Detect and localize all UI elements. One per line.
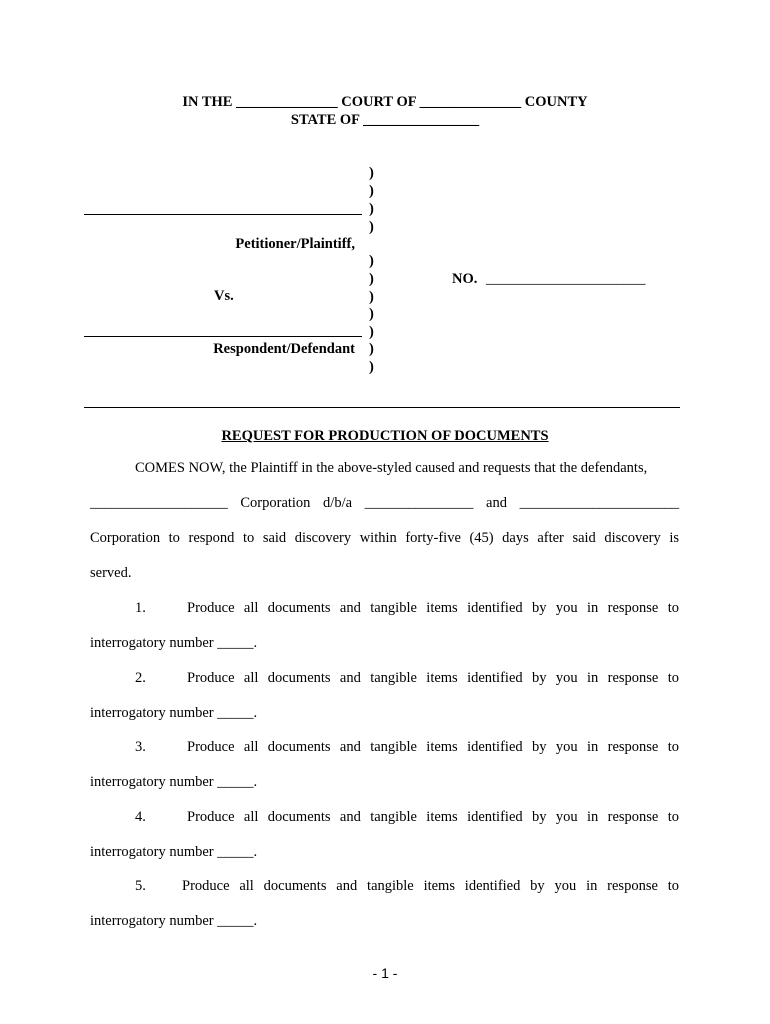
intro-line: Corporation to respond to said discovery within forty-five (45) days after said discovery is — [90, 530, 679, 546]
caption-paren: ) — [369, 306, 374, 322]
intro-parties-line — [90, 496, 679, 511]
request-continuation: interrogatory number _____. — [90, 844, 258, 860]
caption-paren: ) — [369, 253, 374, 269]
intro-line: COMES NOW, the Plaintiff in the above-styled caused and requests that the defendants, — [135, 460, 648, 476]
vs-label: Vs. — [214, 288, 234, 304]
court-line: IN THE ______________ COURT OF ______________ COUNTY — [182, 94, 588, 110]
request-number: 1. — [135, 600, 146, 616]
intro-line: served. — [90, 565, 132, 581]
request-continuation: interrogatory number _____. — [90, 774, 258, 790]
caption-paren: ) — [369, 219, 374, 235]
caption-paren: ) — [369, 289, 374, 305]
caption-paren: ) — [369, 341, 374, 357]
request-text: Produce all documents and tangible items identified by you in response to — [187, 739, 679, 755]
dba-blank: _______________ — [364, 495, 474, 511]
request-text: Produce all documents and tangible items identified by you in response to — [182, 878, 679, 894]
defendant-blank: ___________________ — [90, 495, 228, 511]
petitioner-signature-line — [84, 214, 362, 215]
caption-paren: ) — [369, 324, 374, 340]
request-text: Produce all documents and tangible items identified by you in response to — [187, 670, 679, 686]
caption-divider — [84, 407, 680, 408]
request-number: 5. — [135, 878, 146, 894]
request-text: Produce all documents and tangible items identified by you in response to — [187, 809, 679, 825]
corporation-word: Corporation — [240, 495, 311, 511]
document-title: REQUEST FOR PRODUCTION OF DOCUMENTS — [221, 428, 549, 444]
respondent-signature-line — [84, 336, 362, 337]
petitioner-label: Petitioner/Plaintiff, — [235, 236, 355, 252]
request-continuation: interrogatory number _____. — [90, 635, 258, 651]
and-word: and — [486, 495, 507, 511]
caption-paren: ) — [369, 359, 374, 375]
caption-paren: ) — [369, 183, 374, 199]
request-number: 3. — [135, 739, 146, 755]
request-number: 2. — [135, 670, 146, 686]
state-line: STATE OF ________________ — [290, 112, 480, 128]
respondent-label: Respondent/Defendant — [213, 341, 355, 357]
caption-paren: ) — [369, 165, 374, 181]
caption-paren: ) — [369, 271, 374, 287]
second-defendant-blank: ______________________ — [519, 495, 680, 511]
request-continuation: interrogatory number _____. — [90, 705, 258, 721]
request-text: Produce all documents and tangible items identified by you in response to — [187, 600, 679, 616]
case-number-label: NO. — [452, 271, 478, 287]
case-number-blank: ______________________ — [486, 271, 646, 287]
request-number: 4. — [135, 809, 146, 825]
dba-word: d/b/a — [323, 495, 353, 511]
request-continuation: interrogatory number _____. — [90, 913, 258, 929]
page-number: - 1 - — [372, 965, 398, 981]
caption-paren: ) — [369, 201, 374, 217]
